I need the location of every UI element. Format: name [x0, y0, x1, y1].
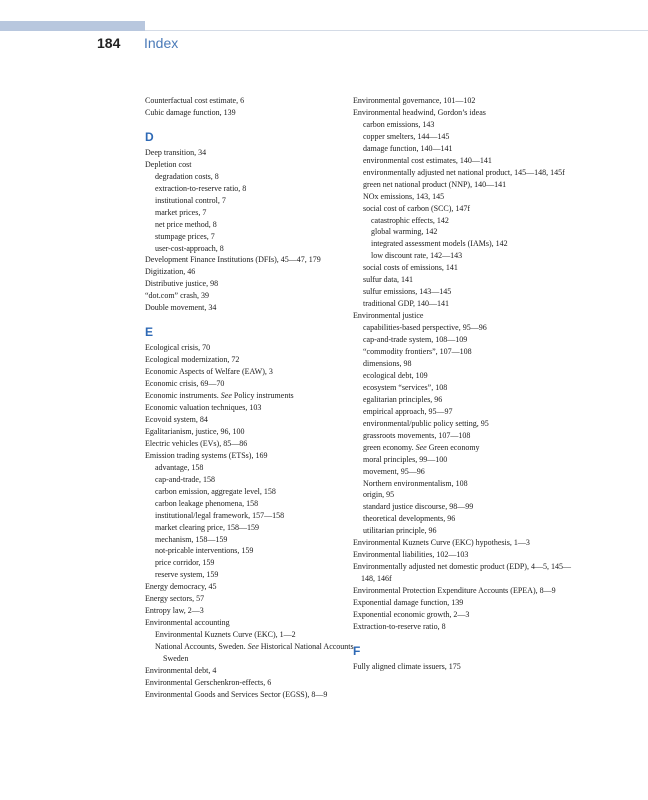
index-subentry: not-pricable interventions, 159	[155, 546, 254, 556]
index-entry: Entropy law, 2—3	[145, 606, 204, 616]
index-subentry: green economy. See Green economy	[363, 442, 480, 452]
index-subentry: grassroots movements, 107—108	[363, 430, 471, 440]
index-subentry: Environmental Kuznets Curve (EKC), 1—2	[155, 630, 296, 640]
index-subentry: environmentally adjusted net national product, 145—148, 145f	[363, 167, 565, 177]
index-subentry: capabilities-based perspective, 95—96	[363, 323, 487, 333]
index-entry: Development Finance Institutions (DFIs), 45—47, 179	[145, 255, 321, 265]
index-entry: Energy democracy, 45	[145, 582, 217, 592]
index-subentry: market clearing price, 158—159	[155, 522, 259, 532]
index-entry: Double movement, 34	[145, 303, 217, 313]
index-entry: Ecological crisis, 70	[145, 343, 211, 353]
index-entry: Extraction-to-reserve ratio, 8	[353, 621, 446, 631]
section-letter: F	[353, 643, 361, 658]
index-subentry: carbon emissions, 143	[363, 119, 435, 129]
index-subentry: catastrophic effects, 142	[371, 215, 449, 225]
index-subentry: damage function, 140—141	[363, 143, 453, 153]
index-entry: Ecovoid system, 84	[145, 414, 208, 424]
index-entry: Electric vehicles (EVs), 85—86	[145, 438, 248, 448]
index-subentry: utilitarian principle, 96	[363, 526, 437, 536]
index-entry: Environmental debt, 4	[145, 665, 217, 675]
index-subentry: cap-and-trade, 158	[155, 474, 215, 484]
index-entry: Deep transition, 34	[145, 147, 207, 157]
index-entry: Digitization, 46	[145, 267, 196, 277]
index-entry: Emission trading systems (ETSs), 169	[145, 450, 268, 460]
index-entry: Ecological modernization, 72	[145, 355, 240, 365]
index-subentry: NOx emissions, 143, 145	[363, 191, 445, 201]
index-subentry: degradation costs, 8	[155, 171, 219, 181]
index-entry: Egalitarianism, justice, 96, 100	[145, 426, 245, 436]
page-number: 184	[97, 35, 121, 51]
index-subentry: green net national product (NNP), 140—141	[363, 179, 507, 189]
section-letter: D	[145, 129, 154, 144]
index-entry: Environmental Protection Expenditure Accounts (EPEA), 8—9	[353, 586, 556, 596]
index-entry: Environmental Kuznets Curve (EKC) hypothesis, 1—3	[353, 538, 530, 548]
index-subentry: stumpage prices, 7	[155, 231, 215, 241]
index-entry: Exponential economic growth, 2—3	[353, 609, 470, 619]
index-entry: Environmental accounting	[145, 618, 230, 628]
index-entry: Counterfactual cost estimate, 6	[145, 96, 245, 105]
index-subentry: egalitarian principles, 96	[363, 394, 443, 404]
index-column-right	[353, 95, 578, 673]
index-subentry: movement, 95—96	[363, 466, 425, 476]
section-letter: E	[145, 325, 154, 340]
index-subentry: user-cost-approach, 8	[155, 243, 224, 253]
index-subentry: integrated assessment models (IAMs), 142	[371, 239, 508, 249]
index-subentry: moral principles, 99—100	[363, 454, 448, 464]
index-entry: Distributive justice, 98	[145, 279, 219, 289]
index-subentry: carbon leakage phenomena, 158	[155, 498, 259, 508]
index-subentry: environmental/public policy setting, 95	[363, 418, 489, 428]
index-entry: Environmental Gerschenkron-effects, 6	[145, 677, 272, 687]
index-subentry: cap-and-trade system, 108—109	[363, 335, 468, 345]
index-subentry: institutional control, 7	[155, 195, 226, 205]
index-subentry: environmental cost estimates, 140—141	[363, 155, 492, 165]
index-subentry: traditional GDP, 140—141	[363, 299, 449, 309]
index-subentry: price corridor, 159	[155, 558, 215, 568]
index-subentry: Northern environmentalism, 108	[363, 478, 468, 488]
header-rule	[145, 30, 648, 31]
index-subentry: net price method, 8	[155, 219, 217, 229]
index-entry: Economic instruments. See Policy instruments	[145, 391, 294, 401]
index-subentry: National Accounts, Sweden. See Historical National Accounts, Sweden	[155, 642, 356, 664]
index-subentry: dimensions, 98	[363, 358, 412, 368]
index-entry: Fully aligned climate issuers, 175	[353, 661, 461, 671]
index-subentry: low discount rate, 142—143	[371, 251, 463, 261]
index-entry: Cubic damage function, 139	[145, 107, 236, 117]
index-subentry: ecological debt, 109	[363, 370, 428, 380]
index-column-left	[145, 95, 370, 701]
index-subentry: ecosystem “services”, 108	[363, 382, 448, 392]
index-entry: Environmental Goods and Services Sector (EGSS), 8—9	[145, 689, 328, 699]
index-subentry: origin, 95	[363, 490, 395, 500]
index-entry: Depletion cost	[145, 159, 192, 169]
index-entry: “dot.com” crash, 39	[145, 291, 209, 301]
index-subentry: standard justice discourse, 98—99	[363, 502, 474, 512]
index-subentry: social cost of carbon (SCC), 147f	[363, 203, 471, 213]
index-subentry: mechanism, 158—159	[155, 534, 228, 544]
header-accent-bar	[0, 21, 145, 31]
index-subentry: “commodity frontiers”, 107—108	[363, 347, 472, 357]
index-entry: Environmental headwind, Gordon’s ideas	[353, 107, 486, 117]
index-subentry: theoretical developments, 96	[363, 514, 456, 524]
index-subentry: empirical approach, 95—97	[363, 406, 453, 416]
index-entry: Economic crisis, 69—70	[145, 379, 225, 389]
index-entry: Economic Aspects of Welfare (EAW), 3	[145, 367, 273, 377]
index-entry: Exponential damage function, 139	[353, 598, 464, 608]
index-subentry: institutional/legal framework, 157—158	[155, 510, 285, 520]
index-subentry: extraction-to-reserve ratio, 8	[155, 183, 247, 193]
index-entry: Energy sectors, 57	[145, 594, 205, 604]
running-head: Index	[144, 35, 179, 51]
index-subentry: copper smelters, 144—145	[363, 131, 450, 141]
index-subentry: market prices, 7	[155, 207, 207, 217]
index-entry: Environmental governance, 101—102	[353, 96, 476, 105]
index-subentry: social costs of emissions, 141	[363, 263, 458, 273]
index-subentry: sulfur data, 141	[363, 275, 413, 285]
index-entry: Environmental justice	[353, 311, 424, 321]
index-subentry: advantage, 158	[155, 462, 204, 472]
index-subentry: sulfur emissions, 143—145	[363, 287, 452, 297]
index-subentry: reserve system, 159	[155, 570, 219, 580]
index-subentry: global warming, 142	[371, 227, 438, 237]
index-entry: Environmentally adjusted net domestic product (EDP), 4—5, 145—148, 146f	[353, 562, 571, 584]
index-subentry: carbon emission, aggregate level, 158	[155, 486, 276, 496]
index-entry: Economic valuation techniques, 103	[145, 403, 262, 413]
index-entry: Environmental liabilities, 102—103	[353, 550, 469, 560]
